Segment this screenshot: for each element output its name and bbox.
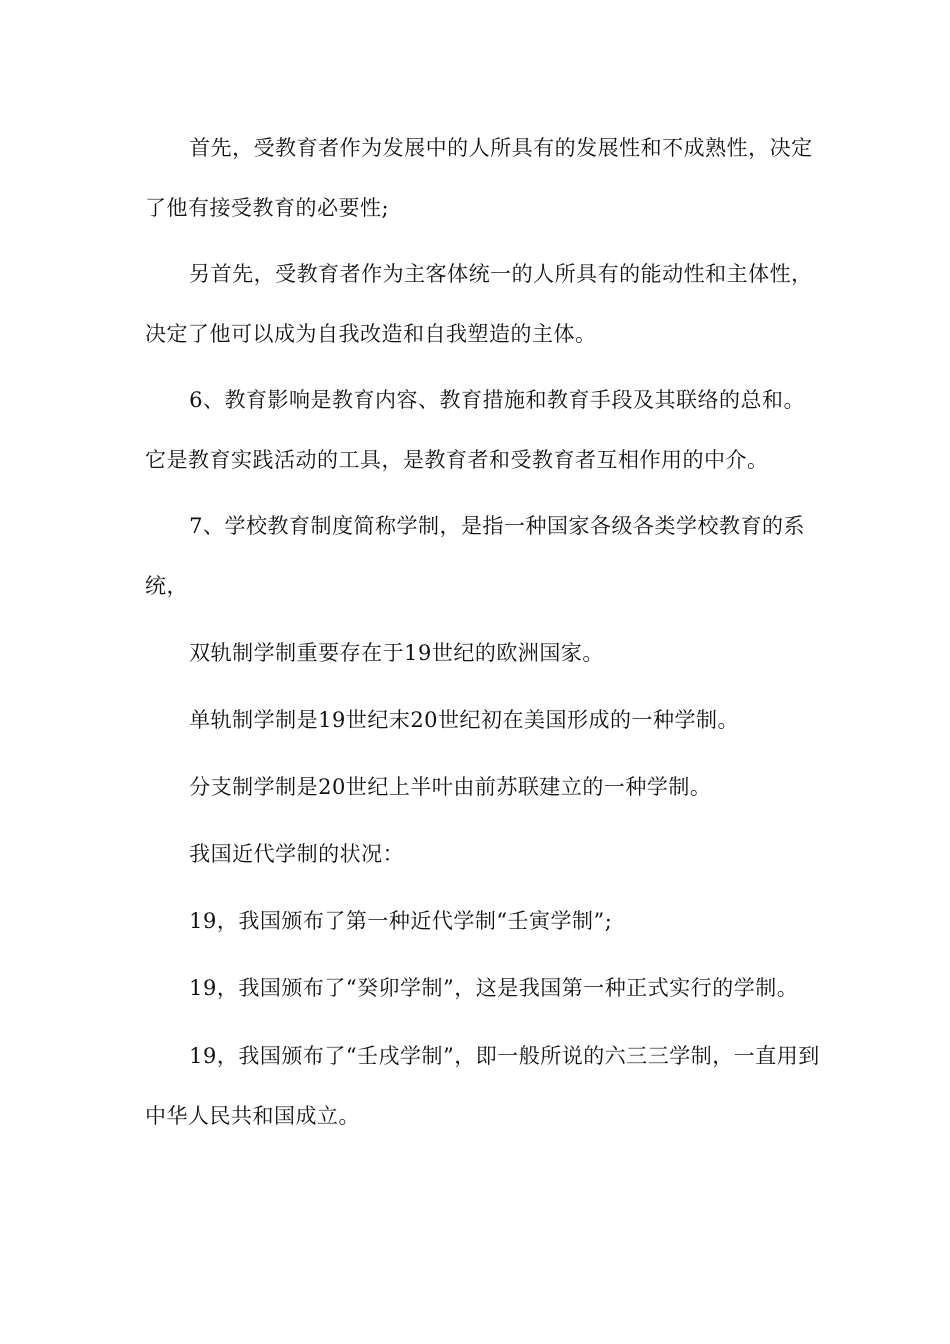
paragraph-11: 19，我国颁布了“壬戌学制”，即一般所说的六三三学制，一直用到中华人民共和国成立。 bbox=[145, 1044, 820, 1128]
paragraph-2: 另首先，受教育者作为主客体统一的人所具有的能动性和主体性，决定了他可以成为自我改造和自我塑造的主体。 bbox=[145, 262, 813, 346]
paragraph-10: 19，我国颁布了“癸卯学制”，这是我国第一种正式实行的学制。 bbox=[189, 976, 799, 1000]
paragraph-1: 首先，受教育者作为发展中的人所具有的发展性和不成熟性，决定了他有接受教育的必要性; bbox=[145, 136, 813, 220]
document-body bbox=[145, 118, 825, 1146]
paragraph-6: 单轨制学制是19世纪末20世纪初在美国形成的一种学制。 bbox=[189, 708, 740, 732]
paragraph-4: 7、学校教育制度简称学制，是指一种国家各级各类学校教育的系统， bbox=[145, 514, 805, 598]
paragraph-8: 我国近代学制的状况： bbox=[189, 842, 405, 866]
paragraph-7: 分支制学制是20世纪上半叶由前苏联建立的一种学制。 bbox=[189, 775, 712, 799]
paragraph-5: 双轨制学制重要存在于19世纪的欧洲国家。 bbox=[189, 641, 604, 665]
paragraph-3: 6、教育影响是教育内容、教育措施和教育手段及其联络的总和。它是教育实践活动的工具，是教育者和受教育者互相作用的中介。 bbox=[145, 388, 805, 472]
paragraph-9: 19，我国颁布了第一种近代学制“壬寅学制”; bbox=[189, 909, 613, 933]
